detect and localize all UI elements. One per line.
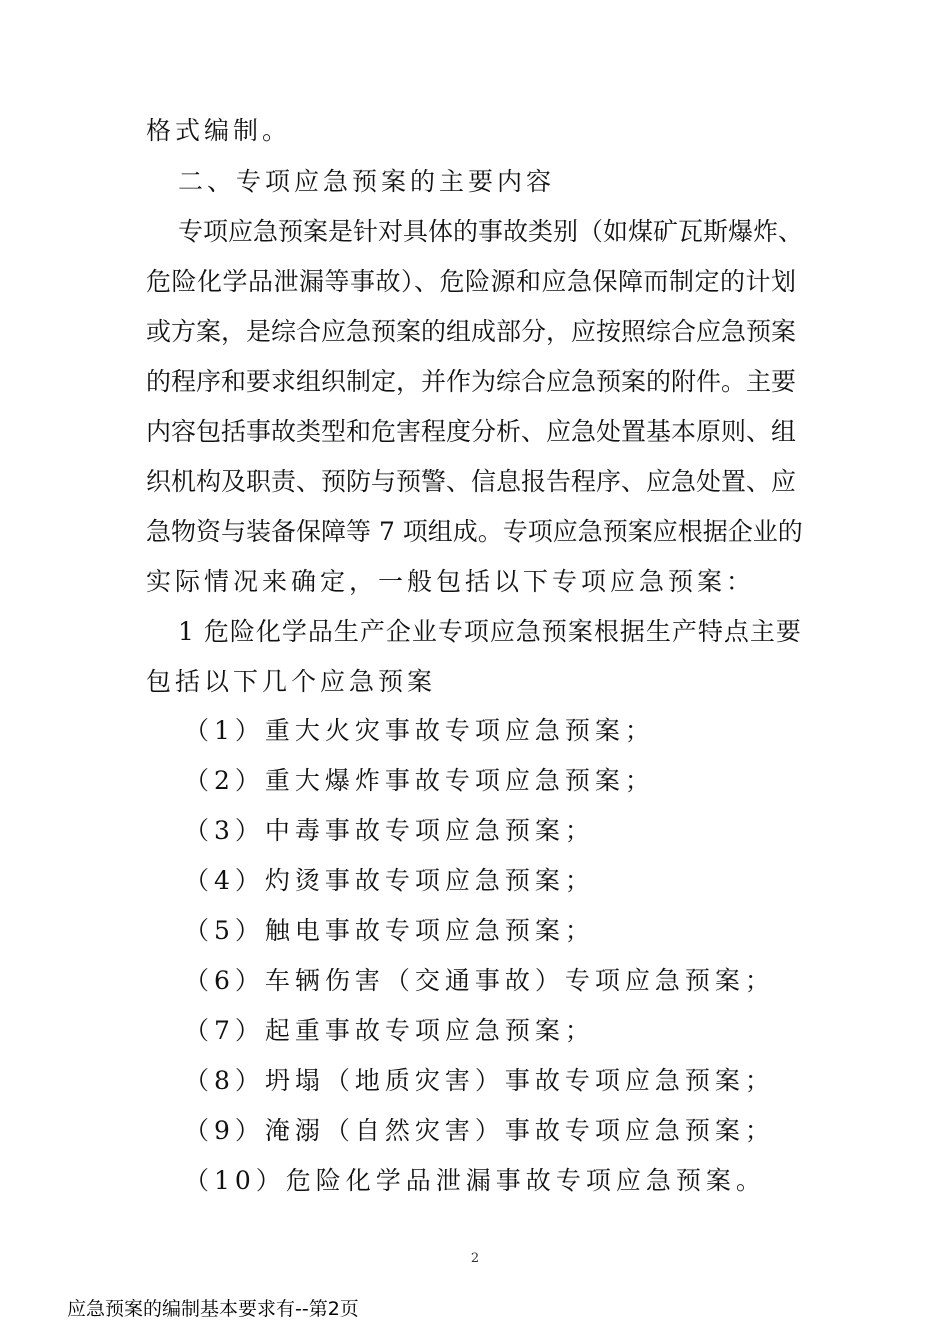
body-line: 专项应急预案是针对具体的事故类别（如煤矿瓦斯爆炸、 (178, 217, 804, 246)
body-line: 包括以下几个应急预案 (146, 667, 437, 696)
body-line: 的程序和要求组织制定，并作为综合应急预案的附件。主要 (146, 367, 797, 396)
body-line: 格式编制。 (146, 116, 292, 145)
body-line: 实际情况来确定，一般包括以下专项应急预案： (146, 567, 756, 596)
page-number: 2 (470, 1251, 480, 1266)
section-heading: 二、专项应急预案的主要内容 (178, 167, 556, 196)
list-item: （3）中毒事故专项应急预案； (184, 816, 595, 845)
body-line: 织机构及职责、预防与预警、信息报告程序、应急处置、应 (146, 467, 797, 496)
footer-caption: 应急预案的编制基本要求有--第2页 (67, 1298, 359, 1320)
list-item: （4）灼烫事故专项应急预案； (184, 866, 595, 895)
list-item: （5）触电事故专项应急预案； (184, 916, 595, 945)
body-line: 危险化学品泄漏等事故）、危险源和应急保障而制定的计划 (146, 267, 797, 296)
list-item: （6）车辆伤害（交通事故）专项应急预案； (184, 966, 775, 995)
list-item: （10）危险化学品泄漏事故专项应急预案。 (184, 1166, 766, 1195)
list-item: （1）重大火灾事故专项应急预案； (184, 716, 655, 745)
body-line: 急物资与装备保障等 7 项组成。专项应急预案应根据企业的 (146, 517, 803, 546)
body-line: 或方案，是综合应急预案的组成部分，应按照综合应急预案 (146, 317, 797, 346)
list-item: （2）重大爆炸事故专项应急预案； (184, 766, 655, 795)
list-item: （7）起重事故专项应急预案； (184, 1016, 595, 1045)
list-item: （8）坍塌（地质灾害）事故专项应急预案； (184, 1066, 775, 1095)
body-line: 1 危险化学品生产企业专项应急预案根据生产特点主要 (178, 617, 802, 646)
body-line: 内容包括事故类型和危害程度分析、应急处置基本原则、组 (146, 417, 797, 446)
list-item: （9）淹溺（自然灾害）事故专项应急预案； (184, 1116, 775, 1145)
